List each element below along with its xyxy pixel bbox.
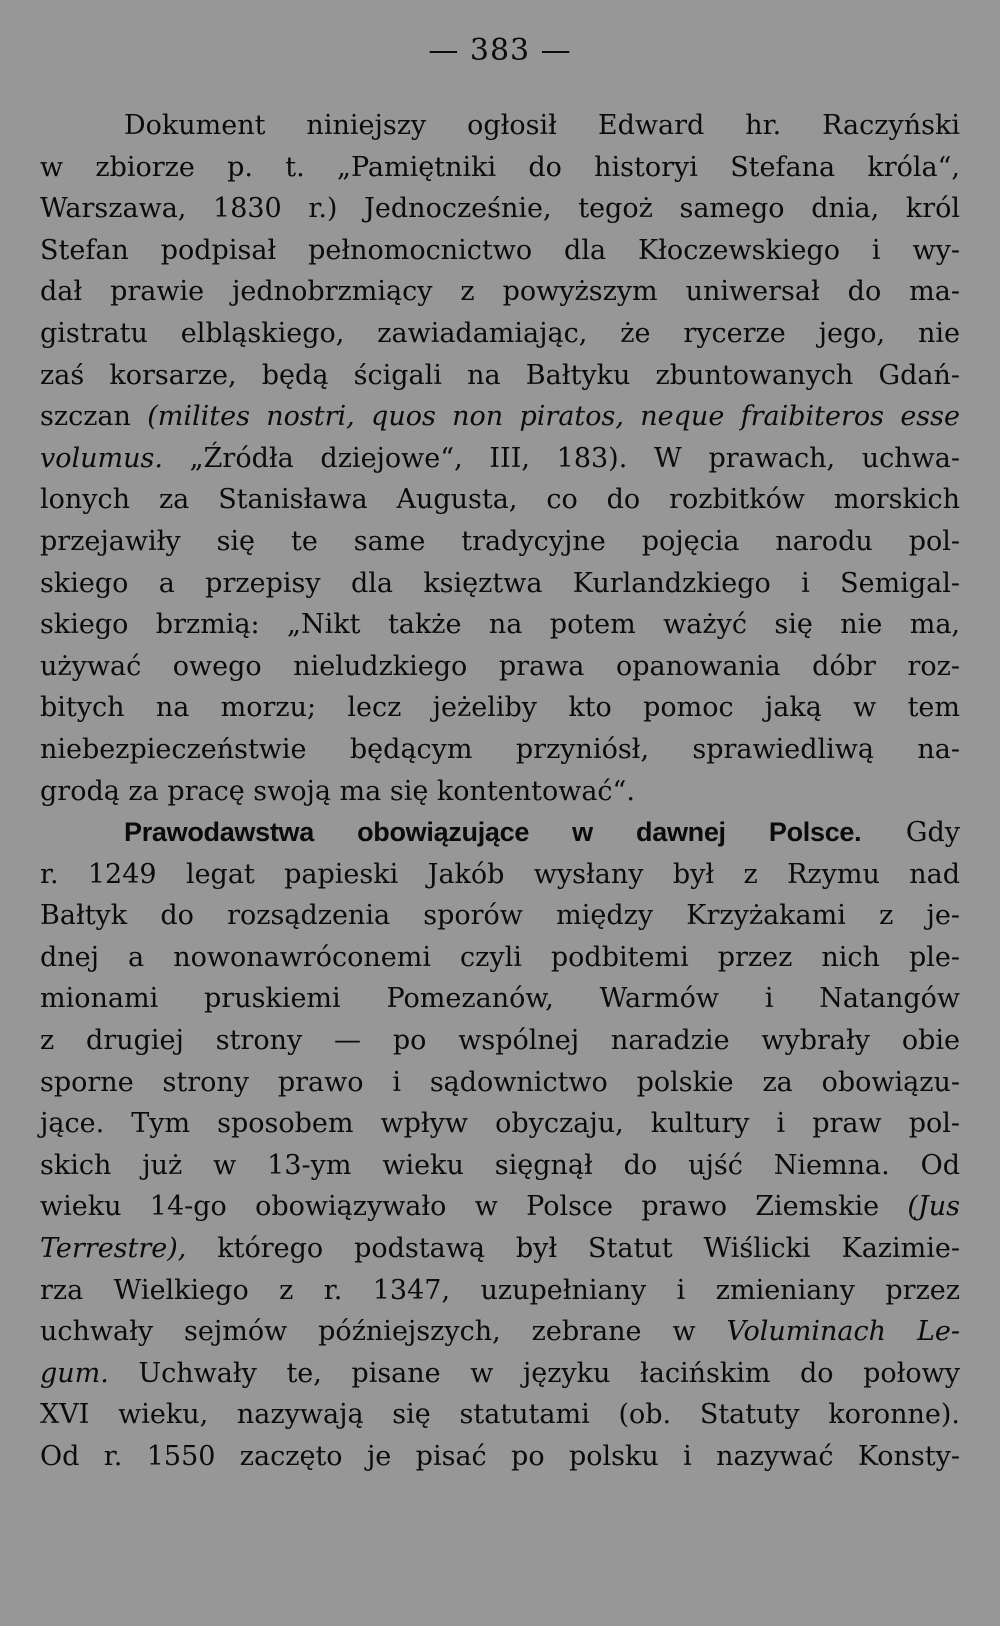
text-line: [40, 1270, 960, 1312]
text-segment: którego podstawą był Statut Wiślicki Kazimie-: [186, 1233, 960, 1265]
text-segment: Bałtyk do rozsądzenia sporów między Krzyżakami z je-: [40, 900, 960, 932]
text-line: [40, 313, 960, 355]
text-segment: z drugiej strony — po wspólnej naradzie wybrały obie: [40, 1025, 960, 1057]
text-line: [40, 1436, 960, 1478]
text-line: [40, 729, 960, 771]
text-segment: XVI wieku, nazywają się statutami (ob. Statuty koronne).: [40, 1399, 960, 1431]
text-line: [40, 854, 960, 896]
text-segment: szczan: [40, 401, 148, 433]
text-line: [40, 978, 960, 1020]
text-line: [40, 1062, 960, 1104]
text-line: [40, 1394, 960, 1436]
text-line: [40, 396, 960, 438]
text-line: [40, 438, 960, 480]
body-text: [40, 105, 960, 1478]
text-segment: rza Wielkiego z r. 1347, uzupełniany i zmieniany przez: [40, 1274, 960, 1306]
text-segment: niebezpieczeństwie będącym przyniósł, sprawiedliwą na-: [40, 733, 960, 765]
text-segment: lonych za Stanisława Augusta, co do rozbitków morskich: [40, 484, 960, 516]
text-line: [40, 1103, 960, 1145]
text-line: [40, 1228, 960, 1270]
text-line: [40, 1145, 960, 1187]
text-segment: mionami pruskiemi Pomezanów, Warmów i Natangów: [40, 983, 960, 1015]
text-segment: Dokument niniejszy ogłosił Edward hr. Raczyński: [124, 110, 960, 141]
text-segment: Terrestre),: [40, 1233, 187, 1265]
text-line: [40, 895, 960, 937]
text-line: [40, 604, 960, 646]
text-segment: Voluminach Le-: [726, 1316, 960, 1348]
text-line: [40, 188, 960, 230]
text-segment: r. 1249 legat papieski Jakób wysłany był z Rzymu nad: [40, 858, 960, 890]
text-line: [40, 1020, 960, 1062]
text-line: [40, 479, 960, 521]
text-segment: Warszawa, 1830 r.) Jednocześnie, tegoż samego dnia, król: [40, 193, 960, 225]
text-line: [40, 812, 960, 854]
text-segment: wieku 14-go obowiązywało w Polsce prawo Ziemskie: [40, 1191, 908, 1223]
section-heading: Prawodawstwa obowiązujące w dawnej Polsce.: [124, 817, 862, 848]
text-line: [40, 1186, 960, 1228]
text-segment: skiego brzmią: „Nikt także na potem ważyć się nie ma,: [40, 609, 960, 641]
text-line: [40, 230, 960, 272]
text-segment: skiego a przepisy dla księztwa Kurlandzkiego i Semigal-: [40, 567, 960, 599]
text-segment: sporne strony prawo i sądownictwo polskie za obowiązu-: [40, 1066, 960, 1098]
text-segment: w zbiorze p. t. „Pamiętniki do historyi Stefana króla“,: [40, 151, 960, 183]
text-segment: uchwały sejmów późniejszych, zebrane w: [40, 1316, 727, 1348]
text-line: [40, 105, 960, 147]
text-segment: dnej a nowonawróconemi czyli podbitemi przez nich ple-: [40, 941, 960, 973]
text-segment: (Jus: [907, 1191, 960, 1223]
page-number: — 383 —: [428, 33, 572, 68]
text-segment: jące. Tym sposobem wpływ obyczaju, kultury i praw pol-: [40, 1108, 960, 1140]
text-segment: (milites nostri, quos non piratos, neque fraibiteros esse: [147, 401, 960, 433]
text-line: [40, 355, 960, 397]
text-segment: używać owego nieludzkiego prawa opanowania dóbr roz-: [40, 650, 960, 682]
text-line: [40, 521, 960, 563]
text-segment: bitych na morzu; lecz jeżeliby kto pomoc jaką w tem: [40, 692, 960, 724]
text-segment: gistratu elbląskiego, zawiadamiając, że rycerze jego, nie: [40, 317, 960, 349]
text-line: [40, 687, 960, 729]
text-segment: grodą za pracę swoją ma się kontentować“.: [40, 775, 635, 807]
text-segment: „Źródła dziejowe“, III, 183). W prawach, uchwa-: [162, 442, 960, 474]
text-line: [40, 937, 960, 979]
text-segment: Uchwały te, pisane w języku łacińskim do połowy: [108, 1357, 960, 1389]
text-segment: dał prawie jednobrzmiący z powyższym uniwersał do ma-: [40, 276, 960, 308]
text-line: [40, 147, 960, 189]
text-segment: gum.: [40, 1357, 109, 1389]
text-line: [40, 563, 960, 605]
text-segment: skich już w 13-ym wieku sięgnął do ujść Niemna. Od: [40, 1149, 960, 1181]
text-line: [40, 1353, 960, 1395]
text-segment: Stefan podpisał pełnomocnictwo dla Kłoczewskiego i wy-: [40, 234, 960, 266]
text-line: [40, 1311, 960, 1353]
text-segment: volumus.: [40, 442, 163, 474]
text-segment: zaś korsarze, będą ścigali na Bałtyku zbuntowanych Gdań-: [40, 359, 960, 391]
text-line: [40, 271, 960, 313]
text-segment: przejawiły się te same tradycyjne pojęcia narodu pol-: [40, 525, 960, 557]
text-segment: Gdy: [861, 817, 960, 849]
text-line: [40, 771, 960, 813]
text-line: [40, 646, 960, 688]
text-segment: Od r. 1550 zaczęto je pisać po polsku i nazywać Konsty-: [40, 1441, 960, 1472]
